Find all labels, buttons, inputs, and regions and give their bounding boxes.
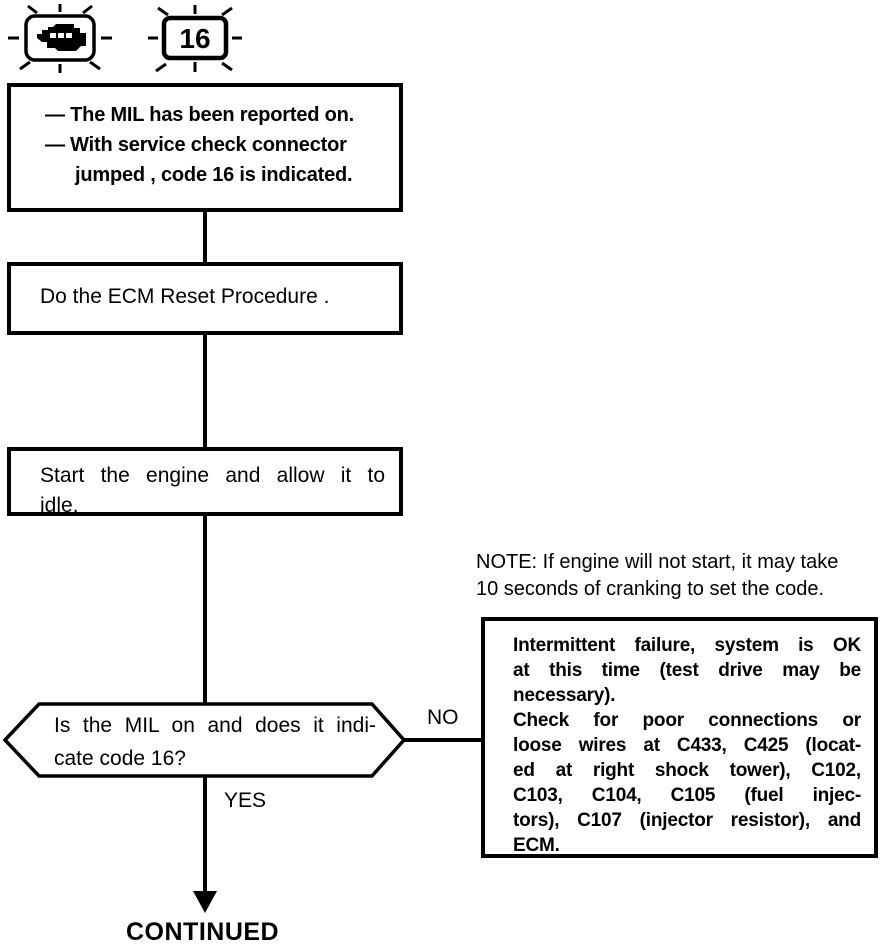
result-box-intermittent-failure [481,617,878,858]
text-line: NOTE: If engine will not start, it may take [476,551,839,573]
connector-line-3 [203,514,207,703]
note-text [476,549,892,603]
text-line: jumped , code 16 is indicated. [75,164,353,186]
text-line: Is the MIL on and does it indi- [54,714,376,737]
text-line: 10 seconds of cranking to set the code. [476,578,824,600]
text-line: C103, C104, C105 (fuel injec- [513,785,861,806]
step-ecm-reset-text: Do the ECM Reset Procedure . [40,285,330,308]
badge-code-value: 16 [179,23,211,54]
yes-arrow-line [203,777,207,893]
text-line: necessary). [513,685,616,706]
result-box-text [485,621,874,858]
text-line: tors), C107 (injector resistor), and [513,810,861,831]
decision-question-text [54,709,376,775]
connector-line-1 [203,210,207,263]
no-connector-line [403,738,482,742]
step-start-engine-text [11,451,399,521]
step-box-mil-reported [7,83,403,212]
text-line: cate code 16? [54,747,186,770]
text-line: — With service check connector [45,134,347,156]
text-line: loose wires at C433, C425 (locat- [513,735,861,756]
check-engine-lamp-icon [4,2,124,82]
text-line: ed at right shock tower), C102, [513,760,861,781]
step-mil-reported-text [11,87,399,190]
text-line: at this time (test drive may be [513,660,861,681]
step-box-start-engine [7,447,403,516]
engine-glyph-lettering [50,33,72,38]
down-arrowhead-icon [193,891,217,913]
step-box-ecm-reset [7,262,403,335]
text-line: Start the engine and allow it to [40,464,385,487]
no-branch-label: NO [427,706,459,729]
connector-line-2 [203,333,207,448]
text-line: — The MIL has been reported on. [45,104,355,126]
yes-branch-label: YES [224,789,267,812]
text-line: Intermittent failure, system is OK [513,635,861,656]
text-line: ECM. [513,835,560,856]
text-line: idle. [40,494,79,517]
text-line: Check for poor connections or [513,710,861,731]
continued-label: CONTINUED [126,918,280,946]
code-16-badge-icon [128,2,248,82]
